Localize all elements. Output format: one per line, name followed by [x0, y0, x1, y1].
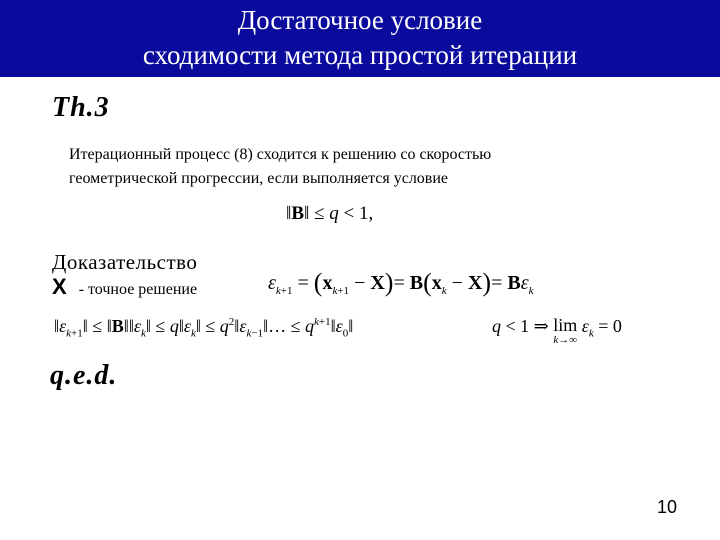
page-number: 10	[657, 497, 678, 517]
proof-title: Доказательство	[52, 250, 198, 274]
exact-solution-description: - точное решение	[78, 281, 198, 298]
slide-title-line-2: сходимости метода простой итерации	[142, 40, 578, 70]
error-recurrence-formula: $\varepsilon_{k+1} = (x_{k+1} - X)= B(x_k - X)= B\varepsilon_k$	[268, 268, 534, 297]
theorem-label: Th.3	[52, 92, 110, 123]
slide-header	[0, 0, 720, 77]
slide-title-line-1: Достаточное условие	[237, 5, 483, 35]
limit-conclusion: q < 1 ⇒ lim k→∞ $\varepsilon_k = 0$	[492, 315, 622, 346]
theorem-text-line-2: геометрической прогрессии, если выполняется условие	[69, 170, 449, 187]
exact-solution-note	[52, 274, 197, 300]
norm-inequality-chain: $‖\varepsilon_{k+1}‖$ ≤ $‖B‖‖\varepsilon_k‖$ ≤ $q‖\varepsilon_k‖$ ≤ $q^2‖\varepsilon_{k-1}‖\dots$ ≤ $q^{k+1}‖\varepsilon_0‖$	[54, 316, 354, 340]
qed-mark: q.e.d.	[50, 360, 118, 391]
convergence-condition: ‖B‖ ≤ q < 1,	[286, 203, 374, 224]
theorem-statement	[69, 143, 669, 191]
exact-solution-symbol: X	[52, 274, 67, 299]
theorem-text-line-1: Итерационный процесс (8) сходится к решению со скоростью	[69, 146, 492, 163]
